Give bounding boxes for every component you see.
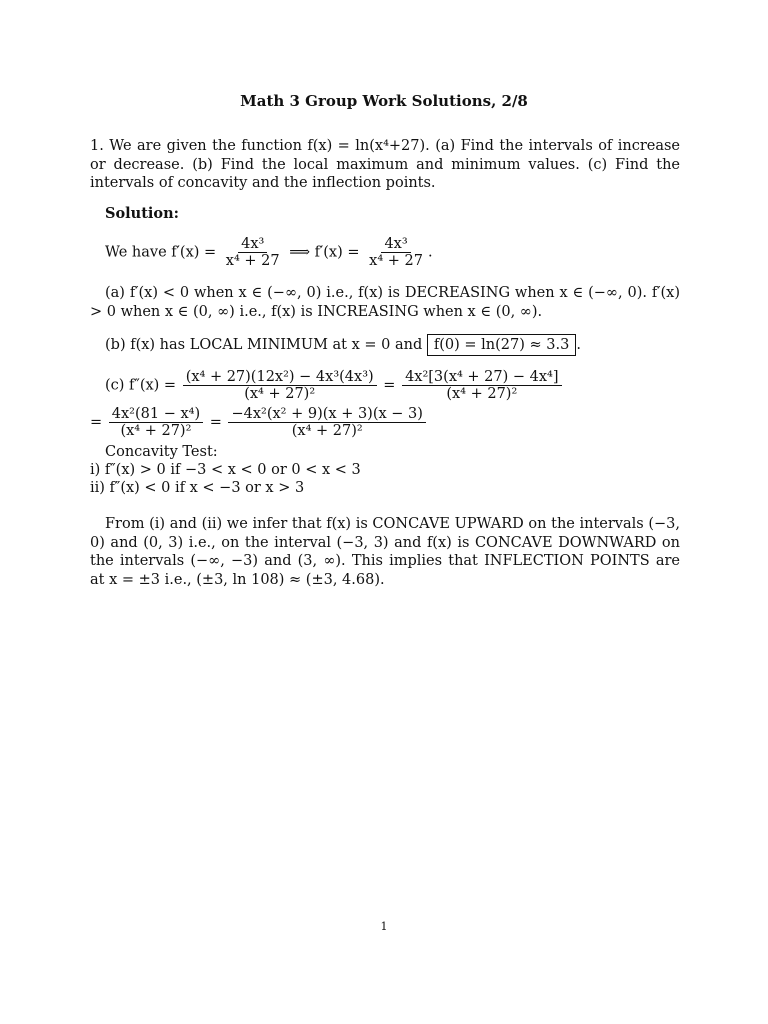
fraction-numerator: 4x²[3(x⁴ + 27) − 4x⁴] <box>402 369 561 386</box>
second-derivative-fraction-4 <box>228 406 425 439</box>
fraction-denominator: (x⁴ + 27)² <box>446 386 518 402</box>
fraction-denominator: (x⁴ + 27)² <box>291 423 363 439</box>
fraction-denominator: (x⁴ + 27)² <box>244 386 316 402</box>
derivative-line <box>105 236 433 269</box>
second-derivative-fraction-1 <box>183 369 377 402</box>
second-derivative-prefix: (c) f″(x) = <box>105 377 177 394</box>
second-derivative-fraction-3 <box>109 406 203 439</box>
concavity-heading: Concavity Test: <box>105 444 218 460</box>
equals-sign: = <box>209 414 222 431</box>
part-b-line <box>105 337 581 353</box>
part-a-text: (a) f′(x) < 0 when x ∈ (−∞, 0) i.e., f(x) is DECREASING when x ∈ (−∞, 0). f′(x) > 0 when x ∈ (0, ∞) i.e., f(x) is INCREASING when x ∈ (0, ∞). <box>90 285 680 320</box>
solution-heading: Solution: <box>105 205 179 222</box>
concavity-line-2: ii) f″(x) < 0 if x < −3 or x > 3 <box>90 480 305 496</box>
page-number: 1 <box>380 920 388 933</box>
part-b-period: . <box>576 337 581 353</box>
second-derivative-line-1 <box>105 369 564 402</box>
concavity-line-1: i) f″(x) > 0 if −3 < x < 0 or 0 < x < 3 <box>90 462 361 478</box>
derivative-fraction-2 <box>366 236 426 269</box>
fraction-numerator: 4x³ <box>381 236 410 253</box>
fraction-denominator: (x⁴ + 27)² <box>120 423 192 439</box>
second-derivative-line-2 <box>90 406 428 439</box>
fraction-numerator: 4x³ <box>238 236 267 253</box>
fraction-denominator: x⁴ + 27 <box>369 253 423 269</box>
derivative-prefix: We have f′(x) = <box>105 244 217 261</box>
fraction-denominator: x⁴ + 27 <box>225 253 280 269</box>
second-derivative-fraction-2 <box>402 369 561 402</box>
part-b-text: (b) f(x) has LOCAL MINIMUM at x = 0 and <box>105 337 423 353</box>
fraction-numerator: (x⁴ + 27)(12x²) − 4x³(4x³) <box>183 369 377 386</box>
fraction-numerator: 4x²(81 − x⁴) <box>109 406 203 423</box>
boxed-answer: f(0) = ln(27) ≈ 3.3 <box>427 334 576 356</box>
implies-symbol: ⟹ f′(x) = <box>289 244 360 261</box>
problem-statement: 1. We are given the function f(x) = ln(x⁴+27). (a) Find the intervals of increase or decrease. (b) Find the local maximum and minimum values. (c) Find the intervals of concavity and the inflection points. <box>90 138 680 191</box>
equals-sign: = <box>383 377 396 394</box>
conclusion-text: From (i) and (ii) we infer that f(x) is CONCAVE UPWARD on the intervals (−3, 0) and (0, 3) i.e., on the interval (−3, 3) and f(x) is CONCAVE DOWNWARD on the intervals (−∞, −3) and (3, ∞). This implies that INFLECTION POINTS are at x = ±3 i.e., (±3, ln 108) ≈ (±3, 4.68). <box>90 516 680 588</box>
page-title: Math 3 Group Work Solutions, 2/8 <box>240 92 528 110</box>
fraction-numerator: −4x²(x² + 9)(x + 3)(x − 3) <box>228 406 425 423</box>
equals-sign: = <box>90 414 103 431</box>
derivative-fraction-1 <box>223 236 283 269</box>
derivative-period: . <box>427 244 433 261</box>
